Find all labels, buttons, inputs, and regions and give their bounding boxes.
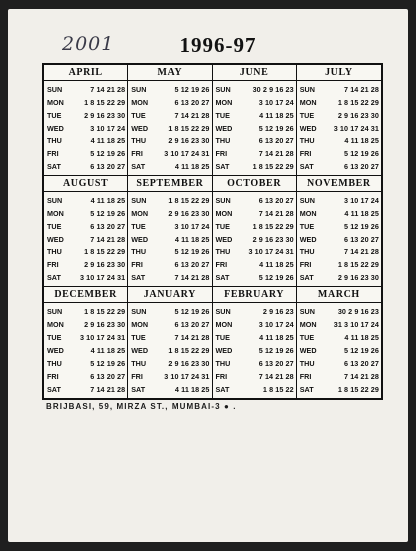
day-row xyxy=(128,357,211,369)
date-list: 7 14 21 28 xyxy=(258,209,294,218)
day-row xyxy=(128,259,211,271)
weekday-label: SUN xyxy=(299,85,315,95)
weekday-label: MON xyxy=(299,320,317,330)
weekday-label: SAT xyxy=(131,272,146,282)
day-row xyxy=(213,109,296,121)
date-list: 5 12 19 26 xyxy=(174,85,210,95)
weekday-label: MON xyxy=(47,209,64,218)
date-list: 4 11 18 25 xyxy=(174,161,210,171)
date-list: 7 14 21 28 xyxy=(90,85,126,95)
month-block-september xyxy=(128,176,212,287)
weekday-label: WED xyxy=(299,123,317,133)
date-list: 2 9 16 23 xyxy=(262,307,294,317)
date-list: 5 12 19 26 xyxy=(344,346,379,355)
date-list: 5 12 19 26 xyxy=(174,247,210,257)
month-days xyxy=(213,192,296,286)
date-list: 1 8 15 22 29 xyxy=(168,346,210,355)
weekday-label: FRI xyxy=(215,371,228,381)
month-days xyxy=(213,303,296,398)
date-list: 7 14 21 28 xyxy=(344,371,379,381)
weekday-label: SAT xyxy=(299,161,314,171)
date-list: 3 10 17 24 xyxy=(344,196,379,206)
day-row xyxy=(213,160,296,172)
weekday-label: MON xyxy=(131,98,149,107)
weekday-label: TUE xyxy=(299,333,315,343)
day-row xyxy=(297,148,381,160)
weekday-label: SUN xyxy=(131,85,147,95)
date-list: 5 12 19 26 xyxy=(90,209,126,218)
weekday-label: THU xyxy=(131,358,147,368)
month-days xyxy=(128,192,211,286)
month-days xyxy=(128,303,211,398)
day-row xyxy=(44,97,127,109)
day-row xyxy=(297,306,381,318)
day-row xyxy=(128,195,211,207)
weekday-label: SUN xyxy=(215,196,231,206)
day-row xyxy=(128,122,211,134)
day-row xyxy=(128,109,211,121)
day-row xyxy=(297,357,381,369)
day-row xyxy=(44,246,127,258)
date-list: 2 9 16 23 30 xyxy=(84,260,126,269)
weekday-label: SUN xyxy=(47,307,63,317)
day-row xyxy=(297,332,381,344)
weekday-label: SAT xyxy=(299,272,314,282)
day-row xyxy=(213,345,296,357)
weekday-label: FRI xyxy=(131,149,143,158)
day-row xyxy=(128,135,211,147)
date-list: 4 11 18 25 xyxy=(344,209,379,218)
calendar-card xyxy=(8,9,408,542)
date-list: 6 13 20 27 xyxy=(174,320,210,330)
month-title: MAY xyxy=(128,65,211,81)
weekday-label: WED xyxy=(299,234,317,244)
date-list: 7 14 21 28 xyxy=(174,110,210,120)
day-row xyxy=(44,160,127,172)
month-title: SEPTEMBER xyxy=(128,176,211,192)
weekday-label: TUE xyxy=(299,110,315,120)
day-row xyxy=(297,246,381,258)
day-row xyxy=(297,345,381,357)
day-row xyxy=(213,84,296,96)
day-row xyxy=(128,208,211,220)
date-list: 1 8 15 22 29 xyxy=(168,123,210,133)
weekday-label: SUN xyxy=(131,307,147,317)
weekday-label: THU xyxy=(47,136,62,146)
day-row xyxy=(297,97,381,109)
month-title: OCTOBER xyxy=(213,176,296,192)
day-row xyxy=(297,233,381,245)
date-list: 4 11 18 25 xyxy=(174,234,210,244)
day-row xyxy=(44,148,127,160)
date-list: 3 10 17 24 31 xyxy=(164,149,210,158)
weekday-label: SAT xyxy=(215,161,230,171)
date-list: 3 10 17 24 31 xyxy=(333,123,379,133)
day-row xyxy=(297,109,381,121)
weekday-label: TUE xyxy=(215,221,230,231)
date-list: 6 13 20 27 xyxy=(344,234,379,244)
day-row xyxy=(213,220,296,232)
date-list: 3 10 17 24 31 xyxy=(79,333,126,343)
day-row xyxy=(213,319,296,331)
day-row xyxy=(213,122,296,134)
month-title: NOVEMBER xyxy=(297,176,381,192)
weekday-label: SUN xyxy=(299,307,315,317)
month-block-february xyxy=(213,287,297,398)
day-row xyxy=(44,208,127,220)
day-row xyxy=(128,345,211,357)
weekday-label: TUE xyxy=(215,333,230,343)
date-list: 6 13 20 27 xyxy=(344,358,379,368)
weekday-label: MON xyxy=(131,320,149,330)
date-list: 1 8 15 22 29 xyxy=(337,98,379,107)
date-list: 5 12 19 26 xyxy=(174,307,210,317)
handwritten-year: 2001 xyxy=(62,33,115,55)
day-row xyxy=(44,370,127,382)
day-row xyxy=(297,195,381,207)
month-title: MARCH xyxy=(297,287,381,303)
date-list: 1 8 15 22 29 xyxy=(84,307,126,317)
month-days xyxy=(297,81,381,175)
date-list: 7 14 21 28 xyxy=(90,384,126,394)
weekday-label: WED xyxy=(215,123,233,133)
weekday-label: FRI xyxy=(131,371,143,381)
weekday-label: TUE xyxy=(131,110,146,120)
weekday-label: TUE xyxy=(215,110,230,120)
weekday-label: WED xyxy=(131,234,149,244)
day-row xyxy=(297,135,381,147)
day-row xyxy=(297,271,381,283)
weekday-label: SUN xyxy=(215,85,231,95)
weekday-label: SAT xyxy=(47,272,61,282)
date-list: 5 12 19 26 xyxy=(258,346,294,355)
weekday-label: WED xyxy=(215,234,233,244)
date-list: 5 12 19 26 xyxy=(90,358,126,368)
weekday-label: WED xyxy=(47,123,64,133)
date-list: 3 10 17 24 xyxy=(258,320,294,330)
month-block-march xyxy=(297,287,381,398)
day-row xyxy=(44,383,127,395)
day-row xyxy=(44,220,127,232)
weekday-label: THU xyxy=(299,136,315,146)
day-row xyxy=(128,160,211,172)
month-days xyxy=(297,303,381,398)
date-list: 6 13 20 27 xyxy=(344,161,379,171)
date-list: 6 13 20 27 xyxy=(90,371,126,381)
month-title: JULY xyxy=(297,65,381,81)
date-list: 6 13 20 27 xyxy=(174,260,210,269)
day-row xyxy=(297,319,381,331)
date-list: 4 11 18 25 xyxy=(344,136,379,146)
date-list: 4 11 18 25 xyxy=(90,196,126,206)
calendar-grid xyxy=(42,63,383,400)
day-row xyxy=(44,195,127,207)
date-list: 1 8 15 22 29 xyxy=(168,196,210,206)
month-days xyxy=(44,192,127,286)
month-title: FEBRUARY xyxy=(213,287,296,303)
month-title: JANUARY xyxy=(128,287,211,303)
day-row xyxy=(44,357,127,369)
calendar-title: 1996-97 xyxy=(179,33,257,57)
weekday-label: THU xyxy=(215,358,231,368)
weekday-label: SUN xyxy=(131,196,147,206)
date-list: 7 14 21 28 xyxy=(344,85,379,95)
date-list: 31 3 10 17 24 xyxy=(333,320,379,330)
weekday-label: FRI xyxy=(47,149,59,158)
date-list: 6 13 20 27 xyxy=(90,161,126,171)
weekday-label: WED xyxy=(47,234,64,244)
date-list: 3 10 17 24 31 xyxy=(164,371,210,381)
date-list: 1 8 15 22 29 xyxy=(84,98,126,107)
month-title: JUNE xyxy=(213,65,296,81)
weekday-label: MON xyxy=(47,320,64,330)
month-block-november xyxy=(297,176,381,287)
day-row xyxy=(297,370,381,382)
weekday-label: FRI xyxy=(299,371,312,381)
date-list: 4 11 18 25 xyxy=(259,333,294,343)
weekday-label: SAT xyxy=(131,161,146,171)
day-row xyxy=(213,208,296,220)
date-list: 7 14 21 28 xyxy=(344,247,379,257)
day-row xyxy=(44,109,127,121)
month-title: APRIL xyxy=(44,65,127,81)
day-row xyxy=(213,233,296,245)
day-row xyxy=(213,370,296,382)
date-list: 7 14 21 28 xyxy=(258,371,294,381)
day-row xyxy=(44,259,127,271)
date-list: 6 13 20 27 xyxy=(174,98,210,107)
day-row xyxy=(128,332,211,344)
weekday-label: THU xyxy=(299,358,315,368)
weekday-label: WED xyxy=(131,346,149,355)
day-row xyxy=(128,246,211,258)
weekday-label: WED xyxy=(131,123,149,133)
month-block-january xyxy=(128,287,212,398)
date-list: 3 10 17 24 xyxy=(90,123,126,133)
day-row xyxy=(213,195,296,207)
weekday-label: SAT xyxy=(131,384,146,394)
date-list: 5 12 19 26 xyxy=(344,221,379,231)
weekday-label: MON xyxy=(215,320,233,330)
weekday-label: TUE xyxy=(47,333,62,343)
date-list: 4 11 18 25 xyxy=(90,136,126,146)
day-row xyxy=(128,233,211,245)
day-row xyxy=(213,271,296,283)
weekday-label: SAT xyxy=(299,384,314,394)
day-row xyxy=(297,160,381,172)
weekday-label: THU xyxy=(47,247,62,257)
date-list: 3 10 17 24 xyxy=(174,221,210,231)
day-row xyxy=(213,135,296,147)
weekday-label: TUE xyxy=(47,110,62,120)
weekday-label: FRI xyxy=(131,260,143,269)
day-row xyxy=(213,332,296,344)
date-list: 2 9 16 23 30 xyxy=(337,272,379,282)
day-row xyxy=(44,135,127,147)
date-list: 4 11 18 25 xyxy=(259,260,294,269)
day-row xyxy=(297,208,381,220)
weekday-label: THU xyxy=(215,247,231,257)
date-list: 2 9 16 23 30 xyxy=(337,110,379,120)
month-days xyxy=(44,81,127,175)
day-row xyxy=(213,246,296,258)
month-title: DECEMBER xyxy=(44,287,127,303)
month-block-july xyxy=(297,65,381,176)
day-row xyxy=(44,345,127,357)
date-list: 7 14 21 28 xyxy=(174,333,210,343)
weekday-label: FRI xyxy=(215,260,228,269)
weekday-label: MON xyxy=(47,98,64,107)
date-list: 3 10 17 24 31 xyxy=(248,247,294,257)
day-row xyxy=(213,259,296,271)
month-block-august xyxy=(44,176,128,287)
day-row xyxy=(297,220,381,232)
date-list: 2 9 16 23 30 xyxy=(84,320,126,330)
weekday-label: SAT xyxy=(215,384,230,394)
date-list: 2 9 16 23 30 xyxy=(84,110,126,120)
weekday-label: MON xyxy=(299,98,317,107)
day-row xyxy=(44,332,127,344)
date-list: 6 13 20 27 xyxy=(258,136,294,146)
date-list: 1 8 15 22 29 xyxy=(84,247,126,257)
day-row xyxy=(213,357,296,369)
day-row xyxy=(128,148,211,160)
weekday-label: WED xyxy=(215,346,233,355)
weekday-label: THU xyxy=(299,247,315,257)
month-days xyxy=(213,81,296,175)
weekday-label: FRI xyxy=(215,149,228,158)
day-row xyxy=(44,319,127,331)
day-row xyxy=(213,97,296,109)
day-row xyxy=(213,383,296,395)
date-list: 1 8 15 22 29 xyxy=(337,260,379,269)
day-row xyxy=(128,319,211,331)
weekday-label: MON xyxy=(215,98,233,107)
weekday-label: TUE xyxy=(131,221,146,231)
date-list: 4 11 18 25 xyxy=(259,110,294,120)
day-row xyxy=(297,84,381,96)
date-list: 3 10 17 24 31 xyxy=(79,272,126,282)
weekday-label: TUE xyxy=(47,221,62,231)
weekday-label: SUN xyxy=(47,196,63,206)
weekday-label: SUN xyxy=(47,85,63,95)
weekday-label: MON xyxy=(299,209,317,218)
month-block-december xyxy=(44,287,128,398)
weekday-label: THU xyxy=(215,136,231,146)
weekday-label: WED xyxy=(47,346,64,355)
date-list: 5 12 19 26 xyxy=(90,149,126,158)
date-list: 7 14 21 28 xyxy=(90,234,126,244)
date-list: 2 9 16 23 30 xyxy=(168,136,210,146)
day-row xyxy=(128,97,211,109)
month-block-may xyxy=(128,65,212,176)
weekday-label: FRI xyxy=(299,149,312,158)
day-row xyxy=(128,220,211,232)
date-list: 30 2 9 16 23 xyxy=(252,85,294,95)
weekday-label: THU xyxy=(131,136,147,146)
weekday-label: TUE xyxy=(131,333,146,343)
date-list: 6 13 20 27 xyxy=(258,196,294,206)
date-list: 4 11 18 25 xyxy=(90,346,126,355)
day-row xyxy=(44,233,127,245)
day-row xyxy=(44,84,127,96)
date-list: 7 14 21 28 xyxy=(174,272,210,282)
date-list: 6 13 20 27 xyxy=(258,358,294,368)
month-days xyxy=(44,303,127,398)
day-row xyxy=(128,306,211,318)
day-row xyxy=(44,271,127,283)
month-days xyxy=(128,81,211,175)
day-row xyxy=(297,122,381,134)
day-row xyxy=(213,306,296,318)
weekday-label: MON xyxy=(131,209,149,218)
date-list: 1 8 15 22 29 xyxy=(252,161,294,171)
date-list: 1 8 15 22 29 xyxy=(252,221,294,231)
day-row xyxy=(44,122,127,134)
month-block-june xyxy=(213,65,297,176)
month-title: AUGUST xyxy=(44,176,127,192)
date-list: 4 11 18 25 xyxy=(344,333,379,343)
publisher-footer: BRIJBASI, 59, MIRZA ST., MUMBAI-3 ● . xyxy=(46,402,237,411)
date-list: 1 8 15 22 xyxy=(262,384,294,394)
date-list: 1 8 15 22 29 xyxy=(337,384,379,394)
month-block-april xyxy=(44,65,128,176)
weekday-label: SAT xyxy=(47,384,61,394)
weekday-label: FRI xyxy=(47,371,59,381)
date-list: 3 10 17 24 xyxy=(258,98,294,107)
day-row xyxy=(44,306,127,318)
date-list: 6 13 20 27 xyxy=(90,221,126,231)
date-list: 5 12 19 26 xyxy=(344,149,379,158)
date-list: 2 9 16 23 30 xyxy=(252,234,294,244)
date-list: 2 9 16 23 30 xyxy=(168,209,210,218)
date-list: 5 12 19 26 xyxy=(258,123,294,133)
weekday-label: WED xyxy=(299,346,317,355)
day-row xyxy=(297,383,381,395)
date-list: 30 2 9 16 23 xyxy=(337,307,379,317)
date-list: 4 11 18 25 xyxy=(174,384,210,394)
weekday-label: FRI xyxy=(299,260,312,269)
day-row xyxy=(297,259,381,271)
weekday-label: THU xyxy=(131,247,147,257)
day-row xyxy=(128,84,211,96)
day-row xyxy=(128,370,211,382)
day-row xyxy=(128,383,211,395)
date-list: 7 14 21 28 xyxy=(258,149,294,158)
weekday-label: THU xyxy=(47,358,62,368)
weekday-label: SUN xyxy=(215,307,231,317)
weekday-label: MON xyxy=(215,209,233,218)
weekday-label: SUN xyxy=(299,196,315,206)
weekday-label: SAT xyxy=(215,272,230,282)
day-row xyxy=(128,271,211,283)
date-list: 5 12 19 26 xyxy=(258,272,294,282)
day-row xyxy=(213,148,296,160)
weekday-label: SAT xyxy=(47,161,61,171)
month-block-october xyxy=(213,176,297,287)
weekday-label: FRI xyxy=(47,260,59,269)
month-days xyxy=(297,192,381,286)
date-list: 2 9 16 23 30 xyxy=(168,358,210,368)
weekday-label: TUE xyxy=(299,221,315,231)
